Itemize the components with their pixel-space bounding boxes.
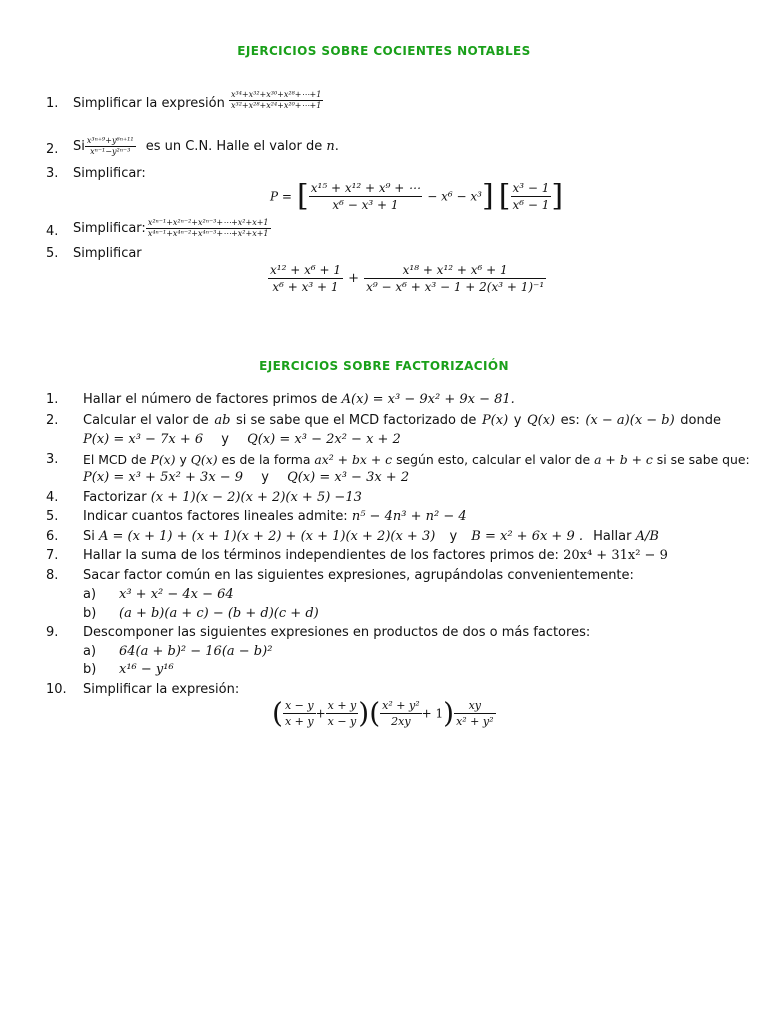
factor-exercise-3-line1 bbox=[83, 452, 750, 468]
exercise-text: Calcular el valor de bbox=[83, 413, 209, 428]
bracket-close: ] bbox=[551, 178, 564, 214]
numerator: x − y bbox=[284, 699, 314, 712]
fraction bbox=[326, 698, 359, 729]
item-number: 4. bbox=[46, 490, 59, 505]
denominator: x⁴ⁿ⁻¹+x⁴ⁿ⁻²+x⁴ⁿ⁻³+⋯+x²+x+1 bbox=[147, 229, 269, 238]
subitem-label: b) bbox=[83, 606, 97, 621]
denominator: x⁶ − x³ + 1 bbox=[332, 198, 399, 212]
item-number: 2. bbox=[46, 413, 59, 428]
item-number: 10. bbox=[46, 682, 67, 697]
exercise-4 bbox=[73, 218, 271, 239]
bracket-open: [ bbox=[498, 178, 511, 214]
paren-open: ( bbox=[369, 696, 381, 730]
expression: Q(x) = x³ − 2x² − x + 2 bbox=[247, 432, 401, 447]
item-number: 1. bbox=[46, 392, 59, 407]
expression: n⁵ − 4n³ + n² − 4 bbox=[351, 509, 467, 524]
denominator: xⁿ⁻¹−y²ⁿ⁻³ bbox=[90, 147, 131, 156]
variable: n bbox=[326, 139, 335, 154]
expression: P(x) bbox=[150, 452, 176, 467]
expression: − x⁶ − x³ bbox=[427, 189, 482, 204]
expression: 20x⁴ + 31x² − 9 bbox=[563, 548, 668, 563]
section-title-factorizacion: EJERCICIOS SOBRE FACTORIZACIÓN bbox=[259, 359, 509, 373]
subitem-label: a) bbox=[83, 644, 97, 659]
equation-10 bbox=[272, 698, 496, 729]
exercise-text: Factorizar bbox=[83, 490, 147, 505]
expression: A = (x + 1) + (x + 1)(x + 2) + (x + 1)(x + 2)(x + 3) bbox=[99, 529, 436, 544]
conjunction: y bbox=[449, 529, 458, 544]
expression: ab bbox=[214, 413, 231, 428]
item-number: 2. bbox=[46, 142, 59, 157]
numerator: x² + y² bbox=[382, 699, 420, 712]
item-number: 4. bbox=[46, 224, 59, 239]
item-number: 5. bbox=[46, 246, 59, 261]
item-number: 3. bbox=[46, 166, 59, 181]
item-number: 1. bbox=[46, 96, 59, 111]
fraction bbox=[268, 262, 343, 295]
denominator: 2xy bbox=[391, 715, 411, 728]
item-number: 8. bbox=[46, 568, 59, 583]
item-number: 7. bbox=[46, 548, 59, 563]
exercise-text: Si bbox=[73, 139, 85, 154]
fraction bbox=[309, 180, 422, 213]
conjunction: y bbox=[261, 470, 269, 485]
conjunction: y bbox=[179, 452, 187, 467]
numerator: x³ⁿ⁺⁹+y⁶ⁿ⁺¹¹ bbox=[86, 136, 134, 145]
factor-exercise-5 bbox=[83, 509, 467, 525]
item-number: 6. bbox=[46, 529, 59, 544]
subitem-label: a) bbox=[83, 587, 97, 602]
factor-exercise-6 bbox=[83, 529, 659, 545]
exercise-text: Simplificar: bbox=[73, 221, 146, 236]
expression: (x + 1)(x − 2)(x + 2)(x + 5) −13 bbox=[150, 490, 362, 505]
exercise-text: si se sabe que el MCD factorizado de bbox=[235, 413, 477, 428]
numerator: x¹² + x⁶ + 1 bbox=[270, 263, 341, 277]
subitem-expression: x¹⁶ − y¹⁶ bbox=[119, 662, 174, 677]
factor-exercise-4 bbox=[83, 490, 362, 506]
exercise-text: Hallar la suma de los términos independientes de los factores primos de: bbox=[83, 548, 559, 563]
item-number: 5. bbox=[46, 509, 59, 524]
exercise-1 bbox=[73, 90, 323, 112]
exercise-text: El MCD de bbox=[83, 452, 147, 467]
operator: + 1 bbox=[421, 706, 444, 721]
exercise-3-text: Simplificar: bbox=[73, 166, 146, 181]
exercise-text: Hallar bbox=[593, 529, 632, 544]
denominator: x² + y² bbox=[456, 715, 494, 728]
subitem-label: b) bbox=[83, 662, 97, 677]
fraction bbox=[229, 90, 323, 111]
expression: Q(x) = x³ − 3x + 2 bbox=[287, 470, 410, 485]
numerator: x³⁴+x³²+x³⁰+x²⁸+⋯+1 bbox=[230, 90, 322, 99]
equation-3 bbox=[270, 180, 563, 213]
fraction bbox=[85, 136, 136, 157]
bracket-close: ] bbox=[481, 178, 494, 214]
factor-exercise-7 bbox=[83, 548, 668, 564]
fraction bbox=[364, 262, 546, 295]
expression: P(x) = x³ − 7x + 6 bbox=[83, 432, 204, 447]
denominator: x⁶ + x³ + 1 bbox=[272, 280, 339, 294]
subitem-expression: 64(a + b)² − 16(a − b)² bbox=[119, 644, 273, 659]
equation-lhs: P = bbox=[270, 189, 292, 204]
factor-exercise-1 bbox=[83, 392, 515, 408]
denominator: x³²+x²⁸+x²⁴+x²⁰+⋯+1 bbox=[230, 101, 322, 110]
expression: B = x² + 6x + 9 . bbox=[471, 529, 583, 544]
subitem-expression: x³ + x² − 4x − 64 bbox=[119, 587, 234, 602]
expression: Q(x) bbox=[526, 413, 556, 428]
subitem-expression: (a + b)(a + c) − (b + d)(c + d) bbox=[119, 606, 319, 621]
factor-exercise-8: Sacar factor común en las siguientes expresiones, agrupándolas convenientemente: bbox=[83, 568, 634, 583]
exercise-text: si se sabe que: bbox=[656, 452, 750, 467]
exercise-text: Si bbox=[83, 529, 95, 544]
paren-close: ) bbox=[358, 696, 370, 730]
denominator: x⁶ − 1 bbox=[512, 198, 550, 212]
factor-exercise-2-line1 bbox=[83, 413, 721, 429]
expression: ax² + bx + c bbox=[314, 452, 393, 467]
exercise-text: Hallar el número de factores primos de bbox=[83, 392, 338, 407]
operator: + bbox=[315, 706, 326, 721]
exercise-text: es: bbox=[560, 413, 580, 428]
bracket-open: [ bbox=[297, 178, 309, 214]
factor-exercise-9: Descomponer las siguientes expresiones en productos de dos o más factores: bbox=[83, 625, 591, 640]
operator: + bbox=[348, 271, 359, 286]
numerator: x¹⁸ + x¹² + x⁶ + 1 bbox=[364, 262, 546, 279]
factor-exercise-2-line2 bbox=[83, 432, 401, 448]
fraction bbox=[146, 218, 271, 239]
numerator: xy bbox=[454, 698, 495, 714]
expression: P(x) bbox=[481, 413, 509, 428]
fraction bbox=[511, 180, 552, 213]
paren-open: ( bbox=[272, 696, 283, 730]
expression: A(x) = x³ − 9x² + 9x − 81. bbox=[341, 392, 515, 407]
fraction bbox=[454, 698, 495, 729]
section-title-cocientes: EJERCICIOS SOBRE COCIENTES NOTABLES bbox=[237, 44, 531, 58]
equation-5 bbox=[268, 262, 546, 295]
denominator: x + y bbox=[284, 715, 314, 728]
factor-exercise-10-text: Simplificar la expresión: bbox=[83, 682, 240, 697]
expression: P(x) = x³ + 5x² + 3x − 9 bbox=[83, 470, 244, 485]
fraction bbox=[283, 698, 316, 729]
expression: Q(x) bbox=[190, 452, 218, 467]
exercise-text: Simplificar la expresión bbox=[73, 96, 225, 111]
expression: A/B bbox=[635, 529, 659, 544]
denominator: x⁹ − x⁶ + x³ − 1 + 2(x³ + 1)⁻¹ bbox=[366, 280, 545, 294]
exercise-text: Indicar cuantos factores lineales admite: bbox=[83, 509, 348, 524]
paren-close: ) bbox=[443, 696, 455, 730]
exercise-text: donde bbox=[680, 413, 721, 428]
factor-exercise-3-line2 bbox=[83, 470, 409, 486]
expression: a + b + c bbox=[594, 452, 653, 467]
expression: (x − a)(x − b) bbox=[585, 413, 675, 428]
numerator: x³ − 1 bbox=[512, 181, 550, 195]
denominator: x − y bbox=[327, 715, 357, 728]
fraction bbox=[380, 698, 421, 729]
conjunction: y bbox=[513, 413, 522, 428]
exercise-text: es un C.N. Halle el valor de bbox=[145, 139, 323, 154]
exercise-text: según esto, calcular el valor de bbox=[396, 452, 591, 467]
numerator: x + y bbox=[327, 699, 357, 712]
punctuation: . bbox=[334, 139, 339, 154]
exercise-5-text: Simplificar bbox=[73, 246, 142, 261]
item-number: 3. bbox=[46, 452, 59, 467]
conjunction: y bbox=[221, 432, 229, 447]
numerator: x²ⁿ⁻¹+x²ⁿ⁻²+x²ⁿ⁻³+⋯+x²+x+1 bbox=[147, 218, 269, 227]
numerator: x¹⁵ + x¹² + x⁹ + ⋯ bbox=[310, 181, 421, 195]
exercise-text: es de la forma bbox=[221, 452, 311, 467]
item-number: 9. bbox=[46, 625, 59, 640]
exercise-2 bbox=[73, 136, 339, 157]
